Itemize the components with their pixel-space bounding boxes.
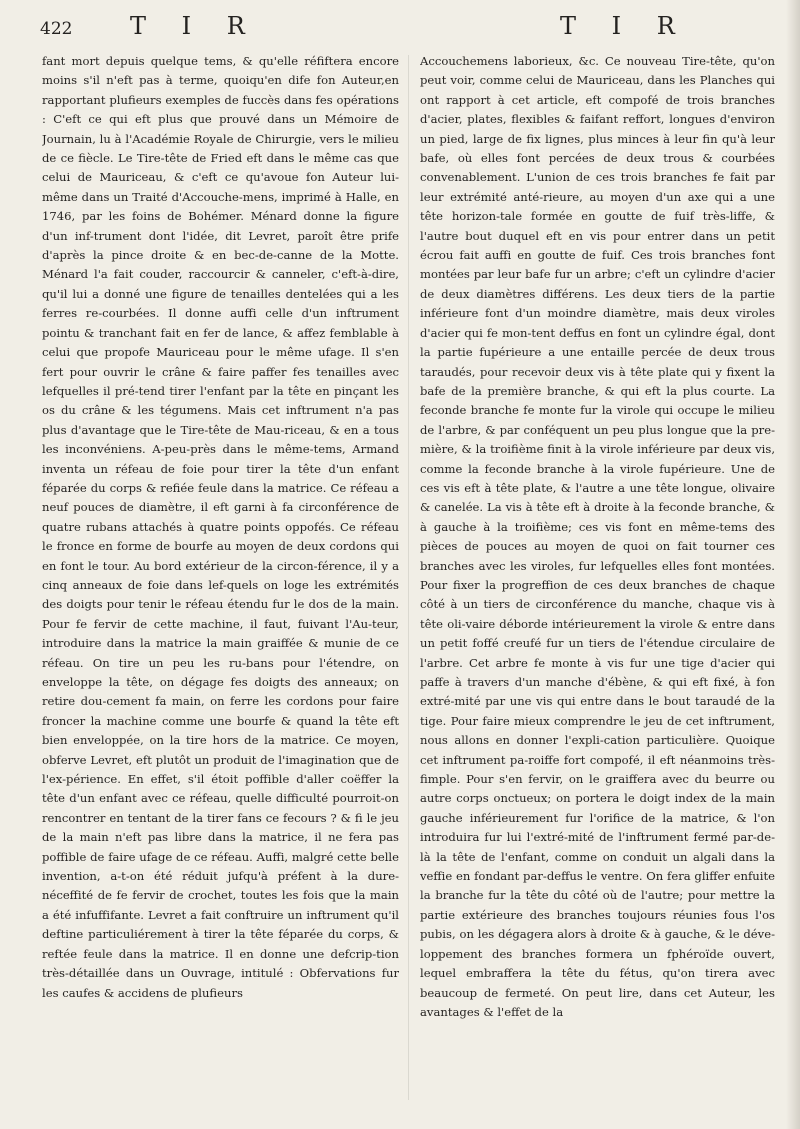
page-edge-shadow — [786, 0, 800, 1129]
running-head-right: T I R — [560, 12, 689, 40]
running-head-left-word: T I R — [130, 12, 259, 40]
page-number: 422 — [40, 19, 73, 39]
right-column-text: Accouchemens laborieux, &c. Ce nouveau Tire-tête, qu'on peut voir, comme celui de Mauriceau, dans les Planches qui ont rapport à cet article, eft compofé de trois branches d'acier, plates, flexibles & faifant reffort, longues d'environ un pied, large de fix lignes, plus minces à leur fin qu'à leur bafe, où elles font percées de deux trous & courbées convenablement. L'union de ces trois branches fe fait par leur extrémité anté-rieure, au moyen d'un axe qui a une tête horizon-tale formée en goutte de fuif très-liffe, & l'autre bout duquel eft en vis pour entrer dans un petit écrou fait auffi en goutte de fuif. Ces trois branches font montées par leur bafe fur un arbre; c'eft un cylindre d'acier de deux diamètres différens. Les deux tiers de la partie inférieure font d'un moindre diamètre, mais deux viroles d'acier qui fe mon-tent deffus en font un cylindre égal, dont la partie fupérieure a une entaille percée de deux trous taraudés, pour recevoir deux vis à tête plate qui y fixent la bafe de la première branche, & qui eft la plus courte. La feconde branche fe monte fur la virole qui occupe le milieu de l'arbre, & par conféquent un peu plus longue que la pre-mière, & la troifième finit à la virole inférieure par deux vis, comme la feconde branche à la virole fupérieure. Une de ces vis eft à tête plate, & l'autre a une tête longue, olivaire & canelée. La vis à tête eft à droite à la feconde branche, & à gauche à la troifième; ces vis font en même-tems des pièces de pouces au moyen de quoi on fait tourner ces branches avec les viroles, fur lefquelles elles font montées. Pour fixer la progreffion de ces deux branches de chaque côté à un tiers de circonférence du manche, chaque vis à tête oli-vaire déborde intérieurement la virole & entre dans un petit foffé creufé fur un tiers de l'étendue circulaire de l'arbre. Cet arbre fe monte à vis fur une tige d'acier qui paffe à travers d'un manche d'ébène, & qui eft fixé, à fon extré-mité par une vis qui entre dans le bout taraudé de la tige. Pour faire mieux comprendre le jeu de cet inftrument, nous allons en donner l'expli-cation particulière. Quoique cet inftrument pa-roiffe fort compofé, il eft néanmoins très-fimple. Pour s'en fervir, on le graiffera avec du beurre ou autre corps onctueux; on portera le doigt index de la main gauche inférieurement fur l'orifice de la matrice, & l'on introduira fur lui l'extré-mité de l'inftrument fermé par-de-là la tête de l'enfant, comme on conduit un algali dans la veffie en fondant par-deffus le ventre. On fera gliffer enfuite la branche fur la tête du côté où de l'autre; pour mettre la partie extérieure des branches toujours réunies fous l'os pubis, on les dégagera alors à droite & à gauche, & le déve-loppement des branches formera un fphéroïde ouvert, lequel embraffera la tête du fétus, qu'on tirera avec beaucoup de fermeté. On peut lire, dans cet Auteur, les avantages & l'effet de la — [420, 54, 775, 1019]
text-column-right — [420, 52, 775, 1112]
left-column-text: fant mort depuis quelque tems, & qu'elle réfiftera encore moins s'il n'eft pas à terme, quoiqu'en dife fon Auteur,en rapportant plufieurs exemples de fuccès dans fes opérations : C'eft ce qui eft plus que prouvé dans un Mémoire de Journain, lu à l'Académie Royale de Chirurgie, vers le milieu de ce fiècle. Le Tire-tête de Fried eft dans le même cas que celui de Mauriceau, & c'eft ce qu'avoue fon Auteur lui-même dans un Traité d'Accouche-mens, imprimé à Halle, en 1746, par les foins de Bohémer. Ménard donne la figure d'un inf-trument dont l'idée, dit Levret, paroît être prife d'après la pince droite & en bec-de-canne de la Motte. Ménard l'a fait couder, raccourcir & canneler, c'eft-à-dire, qu'il lui a donné une figure de tenailles dentelées qui a les ferres re-courbées. Il donne auffi celle d'un inftrument pointu & tranchant fait en fer de lance, & affez femblable à celui que propofe Mauriceau pour le même ufage. Il s'en fert pour ouvrir le crâne & faire paffer fes tenailles avec lefquelles il pré-tend tirer l'enfant par la tête en pinçant les os du crâne & les tégumens. Mais cet inftrument n'a pas plus d'avantage que le Tire-tête de Mau-riceau, & en a tous les inconvéniens. A-peu-près dans le même-tems, Armand inventa un réfeau de foie pour tirer la tête d'un enfant féparée du corps & refiée feule dans la matrice. Ce réfeau a neuf pouces de diamètre, il eft garni à fa circonférence de quatre rubans attachés à quatre points oppofés. Ce réfeau le fronce en forme de bourfe au moyen de deux cordons qui en font le tour. Au bord extérieur de la circon-férence, il y a cinq anneaux de foie dans lef-quels on loge les extrémités des doigts pour tenir le réfeau étendu fur le dos de la main. Pour fe fervir de cette machine, il faut, fuivant l'Au-teur, introduire dans la matrice la main graiffée & munie de ce réfeau. On tire un peu les ru-bans pour l'étendre, on enveloppe la tête, on dégage fes doigts des anneaux; on retire dou-cement fa main, on ferre les cordons pour faire froncer la machine comme une bourfe & quand la tête eft bien enveloppée, on la tire hors de la matrice. Ce moyen, obferve Levret, eft plutôt un produit de l'imagination que de l'ex-périence. En effet, s'il étoit poffible d'aller coëffer la tête d'un enfant avec ce réfeau, quelle difficulté pourroit-on rencontrer en tentant de la tirer fans ce fecours ? & fi le jeu de la main n'eft pas libre dans la matrice, il ne fera pas poffible de faire ufage de ce réfeau. Auffi, malgré cette belle invention, a-t-on été réduit jufqu'à préfent à la dure-néceffité de fe fervir de crochet, toutes les fois que la main a été infuffifante. Levret a fait conftruire un inftrument qu'il deftine particuliérement à tirer la tête féparée du corps, & reftée feule dans la matrice. Il en donne une defcrip-tion très-détaillée dans un Ouvrage, intitulé : Obfervations fur les caufes & accidens de plufieurs — [42, 54, 399, 1000]
running-head-left — [40, 12, 400, 44]
text-column-left — [42, 52, 399, 1112]
column-gutter — [408, 55, 409, 1100]
